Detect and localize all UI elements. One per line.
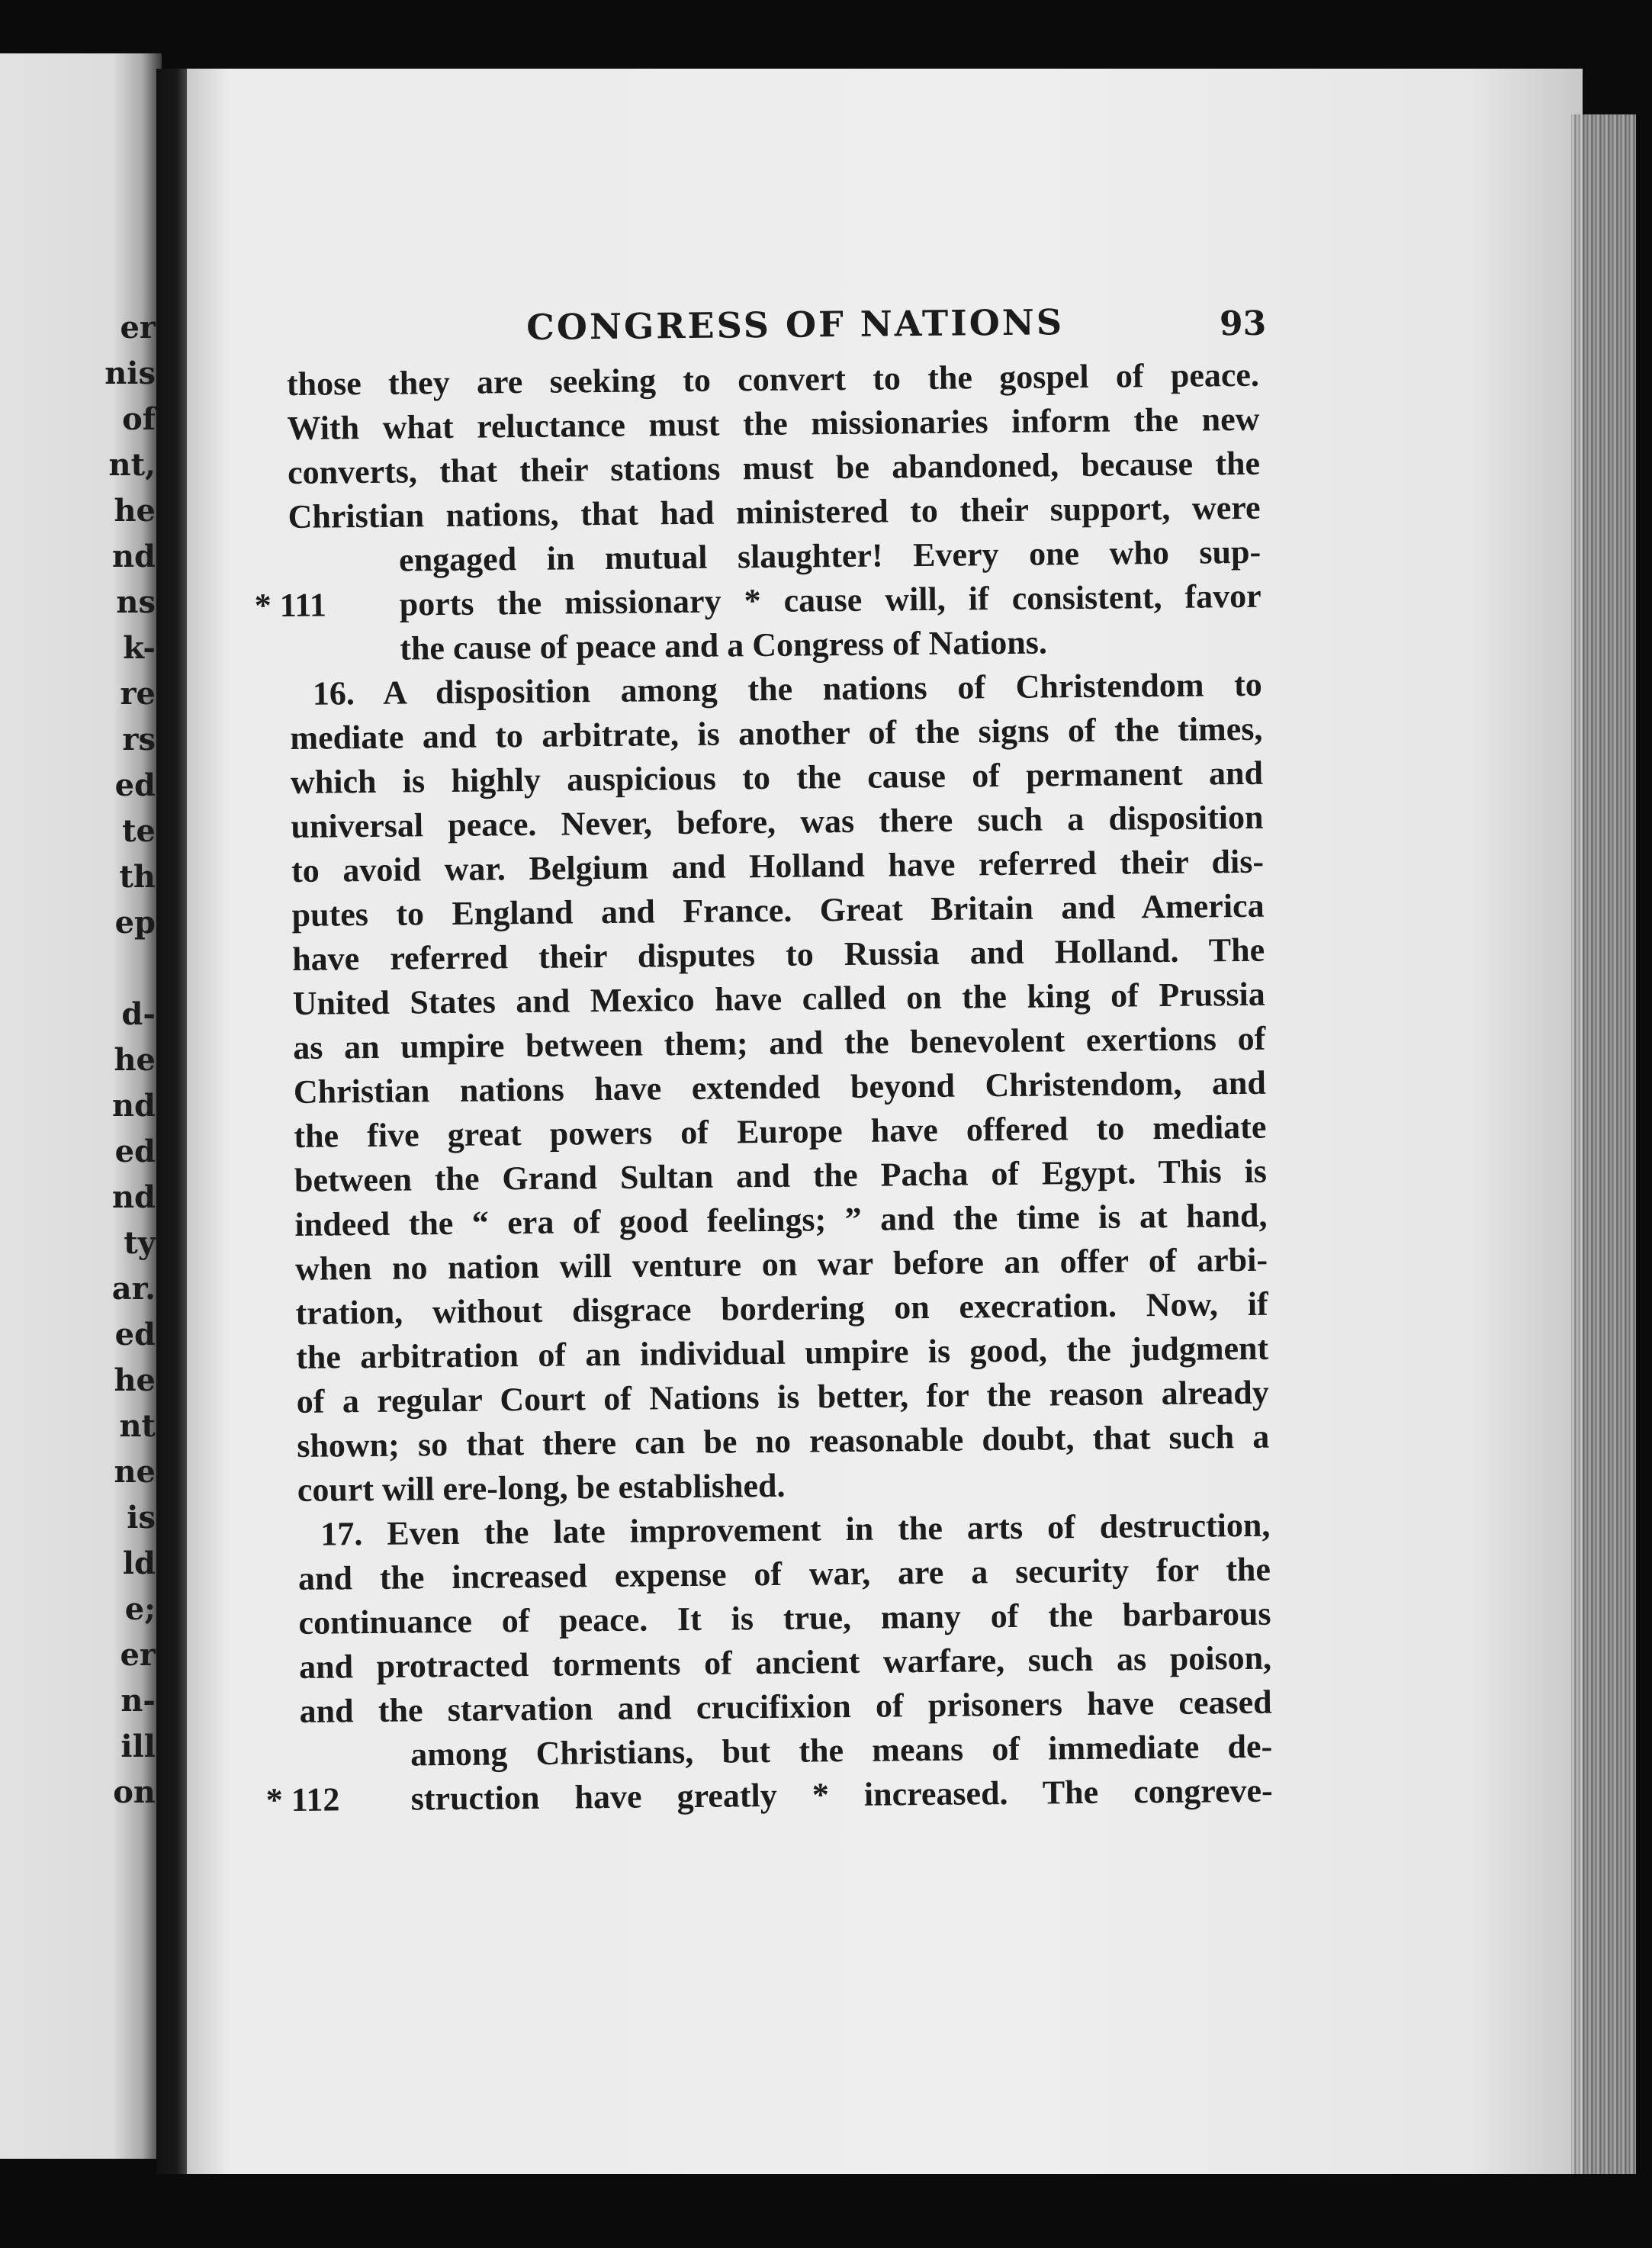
text-line-content: universal peace. Never, before, was there such a disposition [291,798,1264,845]
text-line-content: and protracted torments of ancient warfare, such as poison, [298,1639,1272,1686]
text-line-content: have referred their disputes to Russia and Holland. The [291,931,1265,978]
text-line-content: those they are seeking to convert to the gospel of peace. [286,355,1260,403]
facing-page-fragment: k- [123,630,156,666]
facing-page-fragment: ne [114,1454,156,1490]
text-line-content: the arbitration of an individual umpire is good, the judgment [295,1329,1269,1376]
text-line-content: and the increased expense of war, are a security for the [297,1550,1271,1597]
text-line-content: when no nation will venture on war before an offer of arbi- [294,1240,1268,1288]
page-edges [1571,114,1636,2174]
facing-page-fragment: th [119,859,156,895]
facing-page-fragment: d- [121,996,156,1032]
body-text [254,353,1273,1822]
text-line-content: of a regular Court of Nations is better, for the reason already [296,1373,1269,1420]
facing-page-fragment: ed [114,1317,156,1352]
margin-page-marker: * 111 [254,586,327,625]
facing-page-fragment: te [122,813,156,849]
text-line-content: indeed the “ era of good feelings; ” and the time is at hand, [294,1196,1268,1243]
running-head [286,300,1267,362]
text-line-content: ports the missionary * cause will, if consistent, favor [399,577,1261,623]
text-line-content: among Christians, but the means of immediate de- [410,1727,1273,1774]
facing-page-fragment: nd [111,1088,156,1124]
facing-page-fragment: nis [104,355,156,391]
facing-page-fragment: er [120,1637,156,1673]
text-line-content: 17. Even the late improvement in the arts of destruction, [320,1506,1271,1553]
text-line-content: converts, that their stations must be abandoned, because the [287,444,1261,491]
text-line-content: engaged in mutual slaughter! Every one who sup- [398,532,1261,579]
facing-page-fragment: nt [119,1408,156,1444]
facing-page-fragment: ar. [111,1271,156,1307]
text-line-content: United States and Mexico have called on the king of Prussia [292,975,1265,1022]
text-line-content: the five great powers of Europe have offered to mediate [294,1108,1267,1155]
facing-page-fragment: nd [111,539,156,574]
facing-page-fragment: nd [111,1179,156,1215]
facing-page-fragment: e; [124,1591,156,1627]
facing-page-fragment: ill [121,1729,156,1764]
text-line-content: Christian nations, that had ministered to their support, were [288,488,1261,535]
facing-page-edge [0,53,162,2159]
facing-page-fragment: ep [114,905,156,941]
facing-page-fragment: he [114,1042,156,1078]
text-line-content: struction have greatly * increased. The congreve- [410,1771,1273,1818]
text-line-content: mediate and to arbitrate, is another of the signs of the times, [290,709,1263,757]
text-line-content: tration, without disgrace bordering on execration. Now, if [295,1285,1268,1332]
facing-page-fragment: of [122,401,156,437]
page-text-block [254,300,1273,1822]
facing-page-fragment: ed [114,767,156,803]
text-line-content: between the Grand Sultan and the Pacha of Egypt. This is [294,1152,1268,1199]
facing-page-fragment: ld [122,1545,156,1581]
facing-page-fragment: on [113,1774,156,1810]
facing-page-fragment: ty [124,1225,156,1261]
facing-page-fragment: re [120,676,156,712]
facing-page-fragment: he [114,493,156,529]
facing-page-fragment: he [114,1362,156,1398]
page-number: 93 [1219,304,1267,344]
facing-page-fragment: n- [121,1683,156,1719]
book-gutter [156,69,191,2174]
facing-page-fragment: rs [122,722,156,757]
facing-page-fragment: ns [116,584,156,620]
facing-page-fragment: er [120,310,156,346]
text-line-content: which is highly auspicious to the cause of permanent and [290,754,1264,801]
text-line-content: 16. A disposition among the nations of Christendom to [312,665,1263,712]
text-line-content: court will ere-long, be established. [297,1466,786,1509]
running-head-title: CONGRESS OF NATIONS [525,301,1065,348]
text-line-content: the cause of peace and a Congress of Nations. [400,623,1048,667]
text-line-content: Christian nations have extended beyond Christendom, and [293,1063,1267,1111]
text-line-content: and the starvation and crucifixion of prisoners have ceased [299,1683,1272,1730]
text-line-content: putes to England and France. Great Britain and America [291,886,1265,934]
text-line-content: as an umpire between them; and the benevolent exertions of [293,1019,1266,1066]
facing-page-fragment: nt, [108,447,156,483]
text-line-content: to avoid war. Belgium and Holland have referred their dis- [291,842,1265,889]
facing-page-fragment: ed [114,1134,156,1169]
text-line [265,1769,1273,1822]
text-line-content: With what reluctance must the missionaries inform the new [287,400,1260,447]
text-line-content: continuance of peace. It is true, many of the barbarous [298,1594,1271,1642]
margin-page-marker: * 112 [265,1780,340,1819]
facing-page-fragment: is [127,1500,156,1536]
text-line-content: shown; so that there can be no reasonable doubt, that such a [297,1417,1270,1465]
